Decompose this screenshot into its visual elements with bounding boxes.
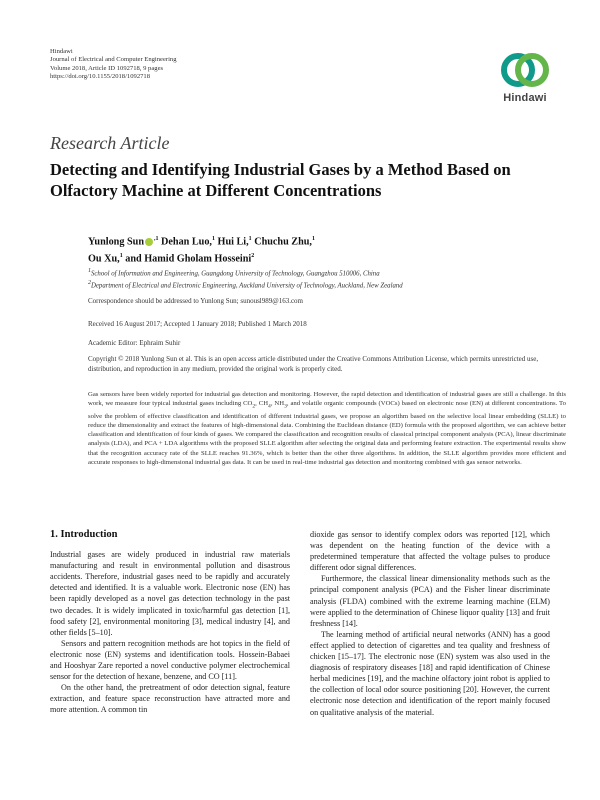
author-affil: 1	[311, 236, 315, 242]
author-list	[88, 232, 568, 267]
affiliation	[88, 279, 568, 290]
abstract-text: , CH	[255, 400, 269, 408]
section-heading: 1. Introduction	[50, 529, 118, 540]
author-name[interactable]: Yunlong Sun	[88, 236, 144, 248]
body-column-left	[50, 529, 290, 716]
author-name[interactable]: Hui Li,	[217, 236, 249, 248]
article-type: Research Article	[50, 133, 170, 153]
abstract-text: , NH	[270, 400, 285, 408]
subscript: 3	[284, 403, 287, 410]
journal-name: Journal of Electrical and Computer Engineering	[50, 56, 177, 64]
body-column-right	[310, 529, 550, 718]
affiliation-text: Department of Electrical and Electronic Engineering, Auckland University of Technology, Auckland, New Zealand	[91, 282, 403, 290]
paragraph: Furthermore, the classical linear dimensionality methods such as the principal component analysis (PCA) and the Fisher linear discriminate analysis (FLDA) combined with the extreme learning machine (ELM) were applied to the determination of Chinese liquor quality [13] and fruit freshness [14].	[310, 574, 550, 628]
affiliation	[88, 267, 568, 278]
subscript: 2	[252, 403, 256, 410]
page-title: Detecting and Identifying Industrial Gases by a Method Based on Olfactory Machine at Different Concentrations	[50, 160, 511, 200]
author-affil: 1	[119, 253, 123, 260]
abstract-text: , and volatile organic compounds (VOCs) based on electronic nose (EN) at different concentrations. To solve the problem of effective classification and identification of different industrial gases, we propose an algorithm based on the selective local linear embedding (SLLE) to reduce the dimensionality and extract the features of high-dimensional data. Combining the Euclidean distance (ED) formula with the proposed algorithm, we can achieve better classification and identification of four kinds of gases. We compared the classification and recognition results of classical principal component analysis (PCA), linear discriminate analysis (LDA), and PCA + LDA algorithms with the proposed SLLE algorithm after selecting the original data and performing feature extraction. The experimental results show that the recognition accuracy rate of the SLLE reaches 91.36%, which is better than the other three algorithms. In addition, the SLLE algorithm provides more efficient and accurate responses to high-dimensional industrial gas data. It can be used in real-time industrial gas detection and monitoring combined with gas sensor networks.	[88, 400, 566, 466]
author-name[interactable]: Dehan Luo,	[161, 236, 212, 248]
abstract-text: Gas sensors have been widely reported for industrial gas detection and monitoring. However, the rapid detection and identification of industrial gases are still a challenge. In this work, we measure four typical industrial gases including CO	[88, 391, 566, 408]
correspondence: Correspondence should be addressed to Yunlong Sun; sunousl989@163.com	[88, 297, 303, 305]
author-affil: 1	[248, 236, 252, 242]
subscript: 4	[268, 403, 271, 410]
affiliation-number: 1	[88, 268, 91, 274]
author-affil: 2	[251, 253, 255, 260]
hindawi-logo-icon	[494, 48, 556, 92]
paragraph: The learning method of artificial neural networks (ANN) has a good effect applied to detection of cigarettes and tea quality and freshness of chicken [15–17]. The electronic nose (EN) system was also used in the diagnosis of respiratory diseases [18] and rapid identification of Chinese herbal medicines [19], and the machine olfactory joint robot is applied to the collection of local odor source positioning [20]. However, the current electronic nose detection and identification of the report mainly focused on qualitative analysis of the material.	[310, 629, 550, 717]
academic-editor: Academic Editor: Ephraim Suhir	[88, 339, 181, 347]
paragraph: On the other hand, the pretreatment of odor detection signal, feature extraction, and feature space reconstruction have attracted more and more attention. A common tin	[50, 683, 290, 715]
orcid-icon[interactable]	[145, 238, 153, 246]
logo-text: Hindawi	[503, 92, 547, 104]
affiliation-text: School of Information and Engineering, Guangdong University of Technology, Guangzhou 510006, China	[91, 270, 380, 278]
abstract	[88, 390, 566, 467]
publisher-name: Hindawi	[50, 48, 73, 55]
dates: Received 16 August 2017; Accepted 1 January 2018; Published 1 March 2018	[88, 320, 307, 328]
author-name[interactable]: Chuchu Zhu,	[254, 236, 312, 248]
paragraph: Sensors and pattern recognition methods are hot topics in the field of electronic nose (EN) systems and identification tools. Hossein-Babaei and Hooshyar Zare reported a novel conductive polymer electrochemical sensor for the detection of hexane, benzene, and CO [11].	[50, 638, 290, 682]
copyright: Copyright © 2018 Yunlong Sun et al. This is an open access article distributed under the Creative Commons Attribution License, which permits unrestricted use, distribution, and reproduction in any medium, provided the original work is properly cited.	[88, 355, 539, 373]
author-name[interactable]: and Hamid Gholam Hosseini	[125, 253, 252, 265]
author-affil: 1	[211, 236, 215, 242]
paragraph: Industrial gases are widely produced in industrial raw materials manufacturing and result in environmental pollution and disastrous accidents. Therefore, industrial gases need to be rapidly and accurately detected and identified. It is a valuable work. Electronic nose (EN) has been rapidly developed as a novel gas detection technology in the past two decades. It is widely implicated in toxic/harmful gas detection [1], food safety [2], environmental monitoring [3], medical industry [4], and other fields [5–10].	[50, 550, 290, 637]
doi-link[interactable]: https://doi.org/10.1155/2018/1092718	[50, 73, 151, 81]
author-name[interactable]: Ou Xu,	[88, 253, 120, 265]
hindawi-logo	[494, 48, 556, 106]
author-affil: ,1	[153, 236, 159, 242]
journal-header	[50, 48, 177, 82]
paragraph: dioxide gas sensor to identify complex odors was reported [12], which was dependent on the heating function of the device with a predetermined temperature that affected the voltage pulses to produce different odor signal differences.	[310, 530, 550, 573]
affiliation-number: 2	[88, 280, 91, 286]
volume-info: Volume 2018, Article ID 1092718, 9 pages	[50, 64, 164, 72]
